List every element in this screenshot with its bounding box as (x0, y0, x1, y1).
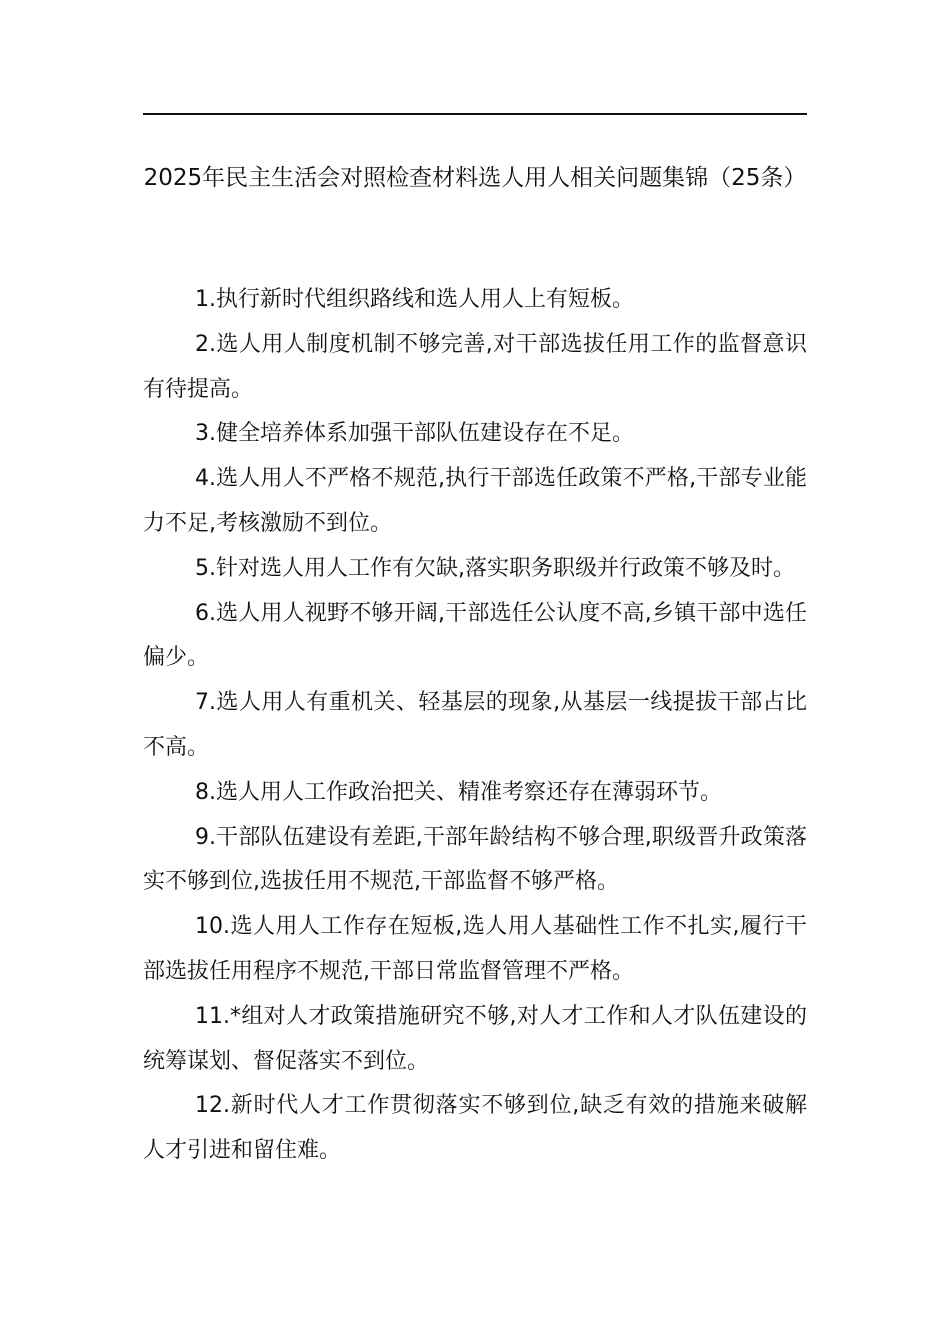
list-item: 6.选人用人视野不够开阔,干部选任公认度不高,乡镇干部中选任偏少。 (143, 600, 807, 671)
list-item: 7.选人用人有重机关、轻基层的现象,从基层一线提拔干部占比不高。 (143, 690, 807, 760)
list-item: 2.选人用人制度机制不够完善,对干部选拔任用工作的监督意识有待提高。 (143, 331, 807, 402)
list-item: 9.干部队伍建设有差距,干部年龄结构不够合理,职级晋升政策落实不够到位,选拔任用不规范,干部监督不够严格。 (143, 824, 807, 895)
list-item: 4.选人用人不严格不规范,执行干部选任政策不严格,干部专业能力不足,考核激励不到位。 (143, 466, 807, 536)
list-item: 3.健全培养体系加强干部队伍建设存在不足。 (195, 421, 634, 447)
list-item: 10.选人用人工作存在短板,选人用人基础性工作不扎实,履行干部选拔任用程序不规范,干部日常监督管理不严格。 (143, 914, 807, 984)
list-item: 11.*组对人才政策措施研究不够,对人才工作和人才队伍建设的统筹谋划、督促落实不到位。 (143, 1003, 807, 1074)
document-title: 2025年民主生活会对照检查材料选人用人相关问题集锦（25条） (143, 165, 807, 191)
item-list (143, 278, 807, 1174)
list-item: 1.执行新时代组织路线和选人用人上有短板。 (195, 287, 634, 312)
header-rule (143, 113, 807, 115)
list-item: 5.针对选人用人工作有欠缺,落实职务职级并行政策不够及时。 (195, 555, 795, 581)
list-item: 12.新时代人才工作贯彻落实不够到位,缺乏有效的措施来破解人才引进和留住难。 (143, 1093, 807, 1164)
list-item: 8.选人用人工作政治把关、精准考察还存在薄弱环节。 (195, 779, 722, 805)
